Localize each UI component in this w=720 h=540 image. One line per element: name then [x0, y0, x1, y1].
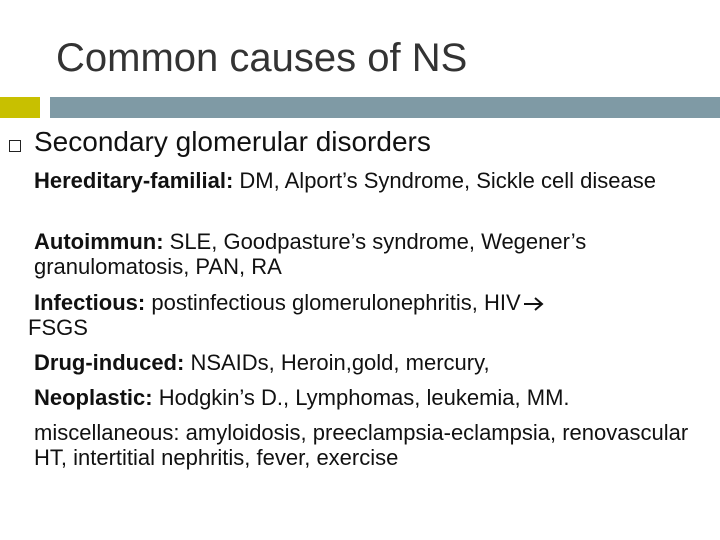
item-label: Autoimmun: — [34, 229, 164, 254]
accent-bar — [0, 97, 40, 118]
right-arrow-icon — [523, 296, 545, 312]
item-label: Neoplastic: — [34, 385, 153, 410]
list-item-autoimmune — [34, 229, 714, 279]
item-text-after-arrow: FSGS — [28, 315, 88, 340]
item-text: SLE, Goodpasture’s syndrome, Wegener’s granulomatosis, PAN, RA — [34, 229, 587, 279]
item-label: Drug-induced: — [34, 350, 185, 375]
square-bullet-icon — [9, 140, 21, 152]
list-item-hereditary — [34, 168, 714, 193]
list-item-miscellaneous — [34, 420, 714, 470]
slide-title: Common causes of NS — [56, 36, 468, 80]
item-text: postinfectious glomerulonephritis, HIV — [145, 290, 521, 315]
item-label: Hereditary-familial: — [34, 168, 234, 193]
item-text: DM, Alport’s Syndrome, Sickle cell disease — [233, 168, 656, 193]
list-item-infectious — [28, 290, 714, 340]
item-text: miscellaneous: amyloidosis, preeclampsia-eclampsia, renovascular HT, intertitial nephritis, fever, exercise — [34, 420, 689, 470]
item-text: Hodgkin’s D., Lymphomas, leukemia, MM. — [152, 385, 570, 410]
item-text: NSAIDs, Heroin,gold, mercury, — [184, 350, 490, 375]
item-label: Infectious: — [34, 290, 146, 315]
title-divider-bar — [50, 97, 720, 118]
section-heading: Secondary glomerular disorders — [34, 126, 431, 157]
list-item-neoplastic — [34, 385, 714, 410]
list-item-drug-induced — [34, 350, 714, 375]
